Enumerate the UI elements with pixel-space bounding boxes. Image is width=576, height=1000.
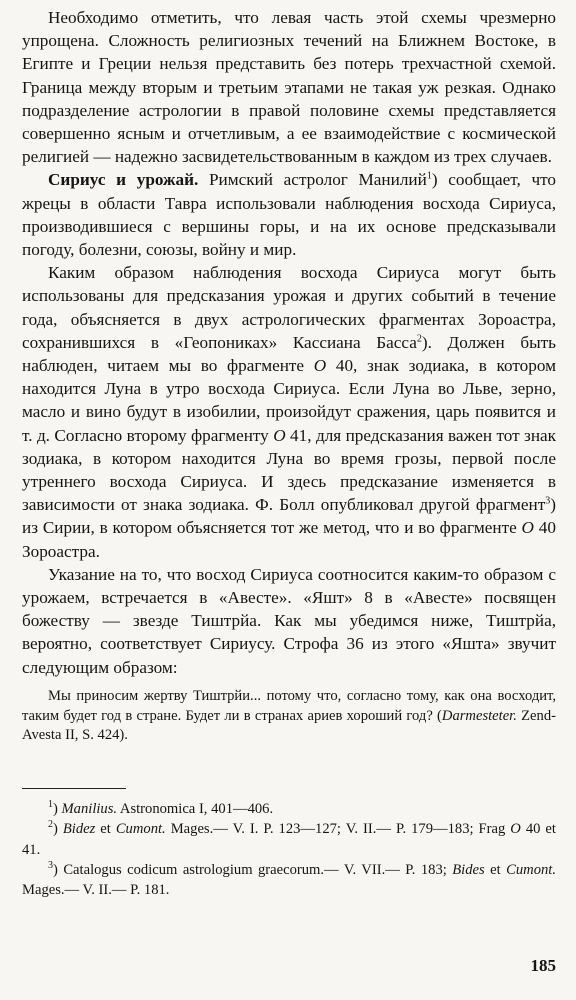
section-heading: Сириус и урожай. bbox=[48, 170, 199, 190]
block-quote bbox=[22, 687, 556, 746]
footnote-author: Cumont. bbox=[506, 861, 556, 878]
text: Mages.— V. I. P. 123—127; V. II.— P. 179—183; Frag bbox=[165, 821, 511, 838]
text: Catalogus codicum astrologium graecorum.— V. VII.— P. 183; bbox=[57, 861, 453, 878]
text: ). Должен быть наблюден, читаем мы во фрагменте bbox=[22, 332, 556, 376]
footnote-ref-2[interactable]: 2 bbox=[416, 333, 422, 345]
footnote-ref-3[interactable]: 3 bbox=[545, 495, 551, 507]
footnote-author: Bides bbox=[452, 861, 485, 878]
text: 41, для предсказания важен тот знак зодиака, в котором находится Луна во время грозы, первой после утреннего восхода Сириуса. И здесь предсказание изменяется в зависимости от знака зодиака. Ф. Болл опубликовал другой фрагмент bbox=[22, 425, 557, 515]
footnote-number: 2 bbox=[48, 819, 53, 831]
paragraph-sirius-harvest bbox=[22, 168, 556, 261]
text: Mages.— V. II.— P. 181. bbox=[22, 882, 170, 899]
paragraph-zoroaster-fragments bbox=[22, 261, 556, 563]
text: Astronomica I, 401—406. bbox=[117, 801, 274, 818]
text: ) сообщает, что жрецы в области Тавра использовали наблюдения восхода Сириуса, производившиеся с вершины горы, и на их основе предсказывали погоду, болезни, союзы, войну и мир. bbox=[22, 170, 556, 260]
text: et bbox=[95, 821, 116, 838]
text: et bbox=[484, 861, 507, 878]
text: ) из Сирии, в котором объясняется тот же метод, что и во фрагменте bbox=[22, 495, 556, 538]
text: Zend-Avesta II, S. 424). bbox=[22, 707, 556, 744]
text: 40, знак зодиака, в котором находится Луна в утро восхода Сириуса. Если Луна во Льве, зерно, масло и вино будут в изобилии, произойдут сражения, царь появится и т. д. Согласно второму фрагменту bbox=[22, 356, 556, 445]
page-body bbox=[22, 6, 556, 900]
text: Римский астролог Манилий bbox=[198, 170, 427, 190]
footnote-author: Bidez bbox=[62, 821, 96, 838]
fragment-letter: O bbox=[521, 518, 534, 538]
footnote-author: Cumont. bbox=[115, 821, 166, 838]
footnote-divider bbox=[22, 788, 126, 789]
footnote-number: 1 bbox=[48, 799, 53, 811]
quote-author: Darmesteter. bbox=[441, 707, 517, 724]
text: Мы приносим жертву Тиштрйи... потому что, согласно тому, как она восходит, таким будет год в стране. Будет ли в странах ариев хороший год? ( bbox=[22, 687, 556, 724]
footnote-author: Manilius. bbox=[61, 801, 118, 818]
footnote-3: $^3$) Catalogus codicum astrologium graecorum.— V. VII.— P. 183; Bides et Cumont. Mages.— V. II.— P. 181. bbox=[22, 860, 556, 899]
footnote-ref-1[interactable]: 1 bbox=[426, 170, 432, 182]
footnote-1: $^1$) Manilius. Astronomica I, 401—406. bbox=[48, 799, 274, 818]
text: 40 et 41. bbox=[22, 821, 556, 858]
footnote-number: 3 bbox=[48, 860, 53, 872]
paragraph-intro: Необходимо отметить, что левая часть этой схемы чрезмерно упрощена. Сложность религиозных течений на Ближнем Востоке, в Египте и Греции нельзя представить без потерь трехчастной схемой. Граница между вторым и третьим этапами не такая уж резкая. Однако подразделение астрологии в правой половине схемы представляется совершенно ясным и отчетливым, а ее взаимодействие с космической религией — надежно засвидетельствованным в каждом из трех случаев. bbox=[22, 8, 556, 167]
fragment-letter: O bbox=[273, 425, 286, 445]
fragment-letter: O bbox=[510, 821, 521, 838]
fragment-letter: O bbox=[313, 356, 327, 376]
footnote-2: $^2$) Bidez et Cumont. Mages.— V. I. P. 123—127; V. II.— P. 179—183; Frag O 40 et 41. bbox=[22, 819, 556, 858]
paragraph-avesta: Указание на то, что восход Сириуса соотносится каким-то образом с урожаем, встречается в «Авесте». «Яшт» 8 в «Авесте» посвящен божеству — звезде Тиштрйа. Как мы убедимся ниже, Тиштрйа, вероятно, соответствует Сириусу. Строфа 36 из этого «Яшта» звучит следующим образом: bbox=[22, 564, 556, 677]
page-number: 185 bbox=[530, 956, 556, 975]
text: 40 Зороастра. bbox=[22, 518, 556, 561]
text: Каким образом наблюдения восхода Сириуса могут быть использованы для предсказания урожая и других событий в течение года, объясняется в двух астрологических фрагментах Зороастра, сохранившихся в «Геопониках» Кассиана Басса bbox=[22, 263, 556, 352]
